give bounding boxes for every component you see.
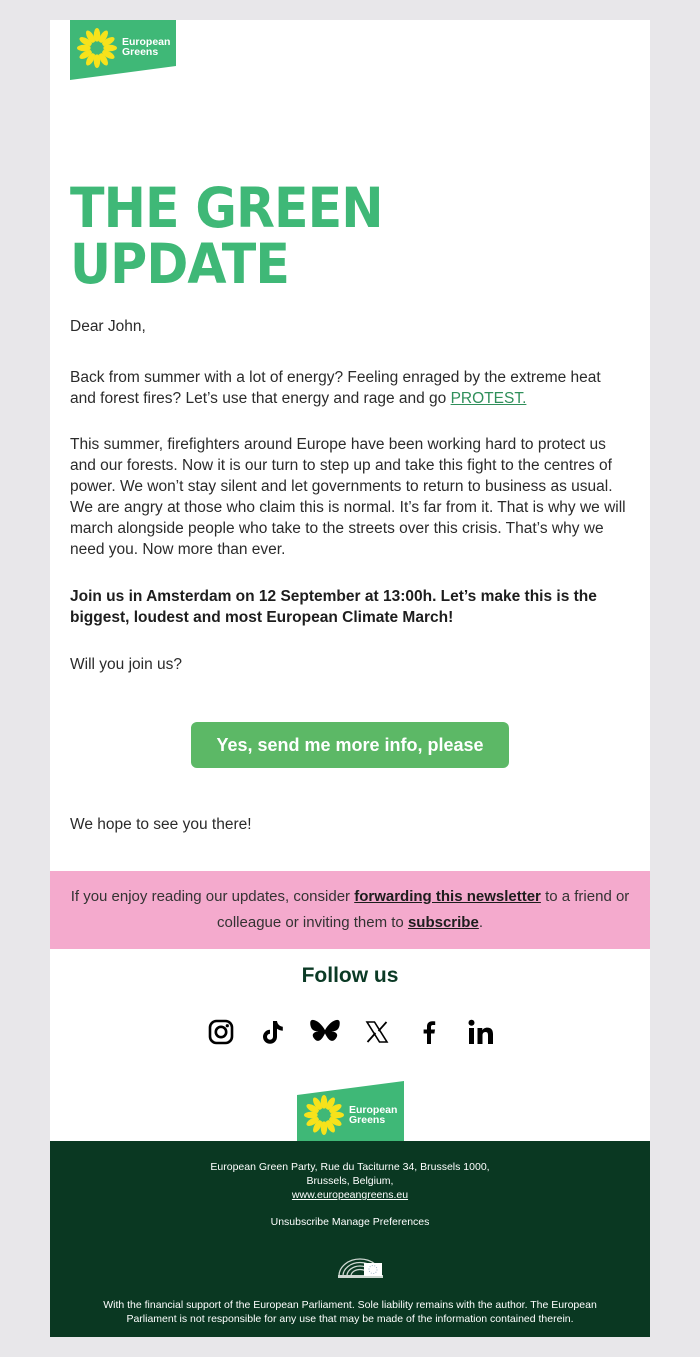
intro-paragraph: Back from summer with a lot of energy? Feeling enraged by the extreme heat and forest fires? Let’s use that energy and rage and go PROTEST. — [70, 369, 601, 407]
manage-preferences-link[interactable]: Manage Preferences — [331, 1216, 430, 1228]
linkedin-icon[interactable] — [466, 1017, 496, 1047]
x-icon[interactable] — [362, 1017, 392, 1047]
instagram-icon[interactable] — [206, 1017, 236, 1047]
closing-line: We hope to see you there! — [70, 816, 252, 833]
funding-disclaimer: With the financial support of the European Parliament. Sole liability remains with the author. The European Parliament is not responsible for any use that may be made of the information contained therein. — [103, 1299, 597, 1325]
share-banner: If you enjoy reading our updates, consider forwarding this newsletter to a friend or colleague or inviting them to subscribe. — [50, 871, 650, 949]
social-icons-row — [206, 1016, 496, 1048]
event-paragraph: Join us in Amsterdam on 12 September at 13:00h. Let’s make this is the biggest, loudest and most European Climate March! — [70, 588, 597, 626]
svg-text:European: European — [349, 1104, 398, 1116]
newsletter-title: THE GREEN UPDATE — [70, 176, 383, 296]
bluesky-icon[interactable] — [310, 1017, 340, 1047]
preference-links — [50, 1215, 650, 1229]
more-info-button[interactable]: Yes, send me more info, please — [191, 722, 509, 768]
svg-text:Greens: Greens — [122, 46, 159, 58]
follow-us-heading: Follow us — [301, 964, 399, 987]
email-footer — [50, 1141, 650, 1337]
svg-text:Greens: Greens — [349, 1114, 386, 1126]
svg-text:European: European — [122, 36, 171, 48]
body-paragraph: This summer, firefighters around Europe have been working hard to protect us and our forests. Now it is our turn to step up and take this fight to the centres of power. We won’t stay silent and let governments to return to business as usual. We are angry at those who claim this is normal. It’s far from it. That is why we will march alongside people who take to the streets over this crisis. That’s why we need you. Now more than ever. — [70, 436, 626, 558]
tiktok-icon[interactable] — [258, 1017, 288, 1047]
facebook-icon[interactable] — [414, 1017, 444, 1047]
question-paragraph: Will you join us? — [70, 656, 182, 673]
greeting: Dear John, — [70, 318, 146, 335]
european-greens-footer-logo[interactable] — [297, 1081, 404, 1141]
european-greens-logo[interactable] — [70, 20, 176, 80]
unsubscribe-link[interactable]: Unsubscribe — [270, 1216, 329, 1228]
postal-address: European Green Party, Rue du Taciturne 34, Brussels 1000, Brussels, Belgium, www.europeangreens.eu — [210, 1161, 490, 1201]
protest-link[interactable]: PROTEST. — [450, 390, 527, 407]
forward-newsletter-link[interactable]: forwarding this newsletter — [354, 888, 541, 905]
email-body — [50, 20, 650, 1337]
subscribe-link[interactable]: subscribe — [407, 914, 479, 931]
website-link[interactable]: www.europeangreens.eu — [291, 1189, 409, 1201]
european-parliament-icon — [337, 1254, 384, 1281]
